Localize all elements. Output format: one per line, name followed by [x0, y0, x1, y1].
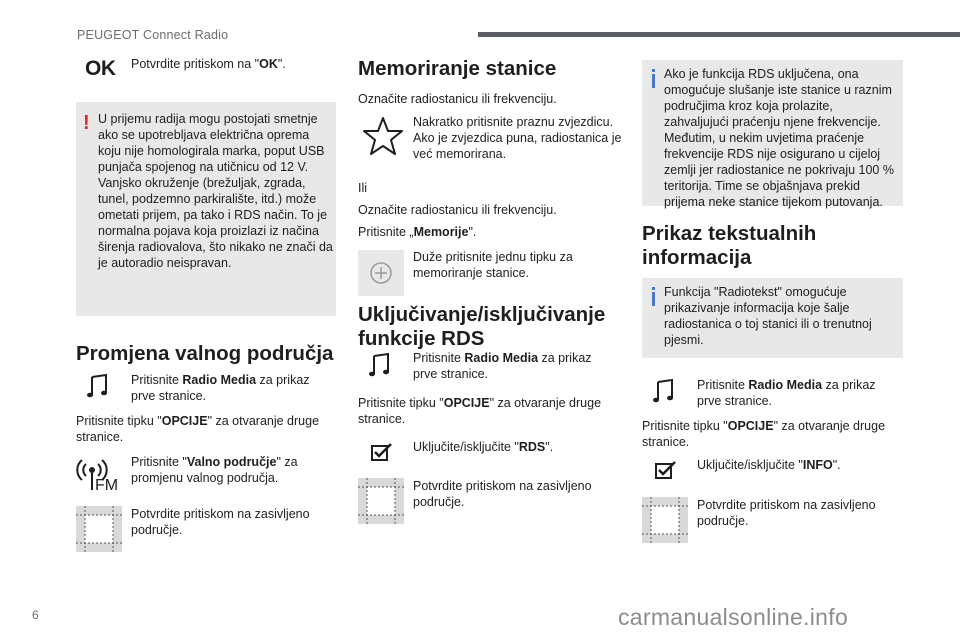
band-step-3: Pritisnite "Valno područje" za promjenu valnog područja.	[131, 455, 298, 485]
page-number: 6	[32, 608, 39, 622]
info-box-radiotext	[642, 278, 903, 358]
grid-area-icon	[358, 478, 404, 524]
ok-icon: OK	[85, 57, 116, 80]
watermark: carmanualsonline.info	[618, 604, 849, 630]
rds-step-1: Pritisnite Radio Media za prikaz prve stranice.	[413, 351, 592, 381]
info-text-rds: Ako je funkcija RDS uključena, ona omogućuje slušanje iste stanice u raznim područjima kroz koja prolazite, zahvaljujući praćenju njene frekvencije. Međutim, u nekim uvjetima praćenje frekvencije RDS nije osigurano u cijeloj zemlji jer radiostanice ne pokrivaju 100 % teritorija. Time se objašnjava prekid prijema neke stanice tijekom putovanja.	[664, 67, 894, 209]
info-step-2: Pritisnite tipku "OPCIJE" za otvaranje druge stranice.	[642, 419, 886, 449]
star-icon	[362, 115, 404, 157]
checkbox-icon	[371, 442, 393, 462]
checkbox-icon	[655, 460, 677, 480]
info-step-4: Potvrdite pritiskom na zasivljeno područje.	[697, 498, 876, 528]
star-instruction: Nakratko pritisnite praznu zvjezdicu. Ako je zvjezdica puna, radiostanica je već memorirana.	[413, 115, 622, 161]
rds-step-4: Potvrdite pritiskom na zasivljeno područje.	[413, 479, 592, 509]
music-note-icon	[86, 373, 110, 399]
grid-area-icon	[76, 506, 122, 552]
rds-step-3: Uključite/isključite "RDS".	[413, 440, 554, 454]
memory-press: Pritisnite „Memorije".	[358, 225, 477, 239]
warning-box	[76, 102, 336, 316]
warning-text: U prijemu radija mogu postojati smetnje ako se upotrebljava električna oprema koju nije homologirala marka, poput USB punjača spojenog na utičnicu od 12 V. Vanjsko okruženje (brežuljak, zgrada, tunel, podzemno parkiralište, itd.) može ometati prijem, pa tako i RDS način. To je normalna pojava koja proizlazi iz načina širenja radiovalova, što nikako ne znači da je autoradio neispravan.	[98, 112, 333, 270]
header-bar	[478, 32, 960, 37]
band-step-2: Pritisnite tipku "OPCIJE" za otvaranje druge stranice.	[76, 414, 320, 444]
rds-step-2: Pritisnite tipku "OPCIJE" za otvaranje druge stranice.	[358, 396, 602, 426]
info-icon	[652, 287, 655, 290]
memory-intro: Označite radiostanicu ili frekvenciju.	[358, 92, 557, 106]
fm-label: FM	[95, 477, 119, 494]
memory-intro-2: Označite radiostanicu ili frekvenciju.	[358, 203, 557, 217]
section-title-text-info: Prikaz tekstualnih informacija	[642, 222, 817, 269]
band-step-4: Potvrdite pritiskom na zasivljeno područje.	[131, 507, 310, 537]
info-icon	[652, 69, 655, 72]
band-step-1: Pritisnite Radio Media za prikaz prve stranice.	[131, 373, 310, 403]
info-box-rds	[642, 60, 903, 209]
plus-preset-icon	[358, 250, 404, 296]
section-title-band: Promjena valnog područja	[76, 342, 334, 365]
info-step-1: Pritisnite Radio Media za prikaz prve stranice.	[697, 378, 876, 408]
radio-band-icon	[76, 452, 122, 494]
plus-instruction: Duže pritisnite jednu tipku za memoriranje stanice.	[413, 250, 573, 280]
info-step-3: Uključite/isključite "INFO".	[697, 458, 841, 472]
music-note-icon	[368, 352, 392, 378]
ok-instruction: Potvrdite pritiskom na "OK".	[131, 57, 286, 71]
info-text-radiotext: Funkcija "Radiotekst" omogućuje prikazivanje informacija koje šalje radiostanica o toj stanici ili o trenutnoj pjesmi.	[664, 285, 872, 347]
grid-area-icon	[642, 497, 688, 543]
memory-or: Ili	[358, 181, 368, 195]
music-note-icon	[652, 378, 676, 404]
warning-icon: !	[83, 112, 90, 134]
section-title-rds: Uključivanje/isključivanje funkcije RDS	[358, 303, 606, 350]
section-title-memory: Memoriranje stanice	[358, 57, 557, 80]
header-title: PEUGEOT Connect Radio	[77, 28, 229, 42]
